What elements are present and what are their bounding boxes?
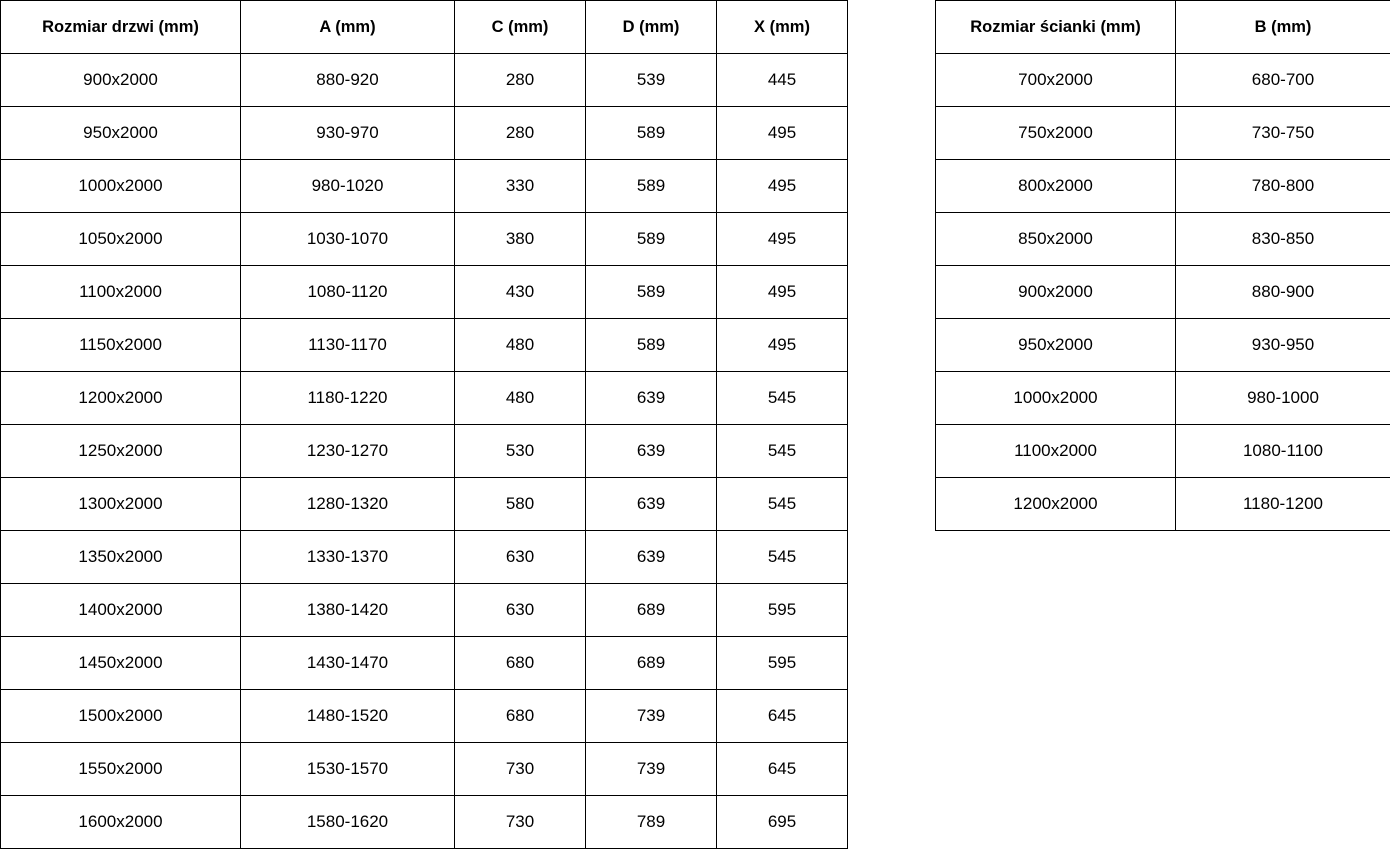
table-row [1, 796, 848, 849]
cell-x: 495 [717, 160, 848, 213]
cell-x: 445 [717, 54, 848, 107]
table-row [1, 425, 848, 478]
table-row [936, 54, 1390, 107]
cell-a: 880-920 [241, 54, 455, 107]
cell-x: 495 [717, 319, 848, 372]
cell-d: 639 [586, 531, 717, 584]
cell-x: 595 [717, 637, 848, 690]
cell-a: 1280-1320 [241, 478, 455, 531]
column-header-d: D (mm) [586, 1, 717, 54]
cell-a: 1380-1420 [241, 584, 455, 637]
cell-d: 589 [586, 213, 717, 266]
table-row [936, 425, 1390, 478]
cell-c: 680 [455, 637, 586, 690]
cell-d: 589 [586, 319, 717, 372]
cell-d: 689 [586, 584, 717, 637]
cell-x: 545 [717, 531, 848, 584]
cell-wall-size: 1100x2000 [936, 425, 1176, 478]
wall-table-header [936, 1, 1390, 54]
cell-a: 1030-1070 [241, 213, 455, 266]
table-row [936, 319, 1390, 372]
table-row [936, 107, 1390, 160]
cell-x: 495 [717, 213, 848, 266]
cell-d: 589 [586, 160, 717, 213]
table-row [936, 213, 1390, 266]
table-row [936, 372, 1390, 425]
cell-wall-size: 850x2000 [936, 213, 1176, 266]
cell-c: 380 [455, 213, 586, 266]
cell-wall-size: 700x2000 [936, 54, 1176, 107]
cell-b: 680-700 [1176, 54, 1390, 107]
cell-door-size: 1150x2000 [1, 319, 241, 372]
cell-b: 730-750 [1176, 107, 1390, 160]
cell-x: 645 [717, 690, 848, 743]
cell-a: 980-1020 [241, 160, 455, 213]
cell-a: 1330-1370 [241, 531, 455, 584]
cell-x: 545 [717, 425, 848, 478]
table-row [1, 54, 848, 107]
cell-wall-size: 1200x2000 [936, 478, 1176, 531]
cell-door-size: 1200x2000 [1, 372, 241, 425]
cell-a: 1130-1170 [241, 319, 455, 372]
column-header-b: B (mm) [1176, 1, 1390, 54]
column-header-c: C (mm) [455, 1, 586, 54]
cell-door-size: 1400x2000 [1, 584, 241, 637]
cell-d: 589 [586, 266, 717, 319]
table-row [1, 213, 848, 266]
cell-wall-size: 950x2000 [936, 319, 1176, 372]
table-row [1, 531, 848, 584]
cell-door-size: 1550x2000 [1, 743, 241, 796]
door-table-header [1, 1, 848, 54]
cell-x: 645 [717, 743, 848, 796]
cell-b: 780-800 [1176, 160, 1390, 213]
cell-wall-size: 1000x2000 [936, 372, 1176, 425]
table-row [1, 690, 848, 743]
table-row [936, 160, 1390, 213]
cell-c: 680 [455, 690, 586, 743]
cell-a: 1530-1570 [241, 743, 455, 796]
column-header-door-size: Rozmiar drzwi (mm) [1, 1, 241, 54]
table-row [1, 319, 848, 372]
cell-c: 580 [455, 478, 586, 531]
table-row [1, 478, 848, 531]
column-header-wall-size: Rozmiar ścianki (mm) [936, 1, 1176, 54]
table-row [1, 107, 848, 160]
cell-d: 739 [586, 743, 717, 796]
column-header-a: A (mm) [241, 1, 455, 54]
cell-c: 630 [455, 531, 586, 584]
cell-wall-size: 750x2000 [936, 107, 1176, 160]
column-header-x: X (mm) [717, 1, 848, 54]
cell-b: 880-900 [1176, 266, 1390, 319]
table-header-row [936, 1, 1390, 54]
cell-door-size: 900x2000 [1, 54, 241, 107]
cell-c: 630 [455, 584, 586, 637]
cell-a: 1480-1520 [241, 690, 455, 743]
cell-door-size: 1250x2000 [1, 425, 241, 478]
cell-c: 480 [455, 319, 586, 372]
cell-d: 639 [586, 372, 717, 425]
cell-c: 530 [455, 425, 586, 478]
table-row [936, 478, 1390, 531]
table-header-row [1, 1, 848, 54]
cell-b: 980-1000 [1176, 372, 1390, 425]
cell-door-size: 1450x2000 [1, 637, 241, 690]
cell-b: 1080-1100 [1176, 425, 1390, 478]
cell-d: 639 [586, 478, 717, 531]
cell-wall-size: 800x2000 [936, 160, 1176, 213]
cell-a: 1230-1270 [241, 425, 455, 478]
cell-b: 830-850 [1176, 213, 1390, 266]
cell-door-size: 1350x2000 [1, 531, 241, 584]
cell-door-size: 1050x2000 [1, 213, 241, 266]
cell-door-size: 1000x2000 [1, 160, 241, 213]
wall-table-body [936, 54, 1390, 531]
cell-b: 930-950 [1176, 319, 1390, 372]
cell-c: 280 [455, 54, 586, 107]
cell-x: 695 [717, 796, 848, 849]
cell-wall-size: 900x2000 [936, 266, 1176, 319]
cell-c: 480 [455, 372, 586, 425]
cell-a: 1430-1470 [241, 637, 455, 690]
cell-a: 1180-1220 [241, 372, 455, 425]
cell-door-size: 1100x2000 [1, 266, 241, 319]
cell-x: 545 [717, 372, 848, 425]
cell-d: 539 [586, 54, 717, 107]
wall-dimensions-table [935, 0, 1390, 531]
cell-x: 545 [717, 478, 848, 531]
cell-x: 495 [717, 107, 848, 160]
cell-a: 1080-1120 [241, 266, 455, 319]
table-row [1, 160, 848, 213]
cell-door-size: 1300x2000 [1, 478, 241, 531]
cell-d: 589 [586, 107, 717, 160]
cell-c: 280 [455, 107, 586, 160]
table-row [1, 266, 848, 319]
cell-d: 739 [586, 690, 717, 743]
cell-a: 1580-1620 [241, 796, 455, 849]
cell-door-size: 950x2000 [1, 107, 241, 160]
cell-d: 689 [586, 637, 717, 690]
door-table-body [1, 54, 848, 849]
cell-c: 730 [455, 796, 586, 849]
table-row [1, 584, 848, 637]
cell-x: 595 [717, 584, 848, 637]
cell-b: 1180-1200 [1176, 478, 1390, 531]
cell-x: 495 [717, 266, 848, 319]
cell-d: 639 [586, 425, 717, 478]
table-row [1, 372, 848, 425]
cell-c: 730 [455, 743, 586, 796]
table-row [936, 266, 1390, 319]
table-row [1, 743, 848, 796]
cell-c: 430 [455, 266, 586, 319]
cell-d: 789 [586, 796, 717, 849]
cell-a: 930-970 [241, 107, 455, 160]
table-row [1, 637, 848, 690]
cell-c: 330 [455, 160, 586, 213]
cell-door-size: 1600x2000 [1, 796, 241, 849]
cell-door-size: 1500x2000 [1, 690, 241, 743]
